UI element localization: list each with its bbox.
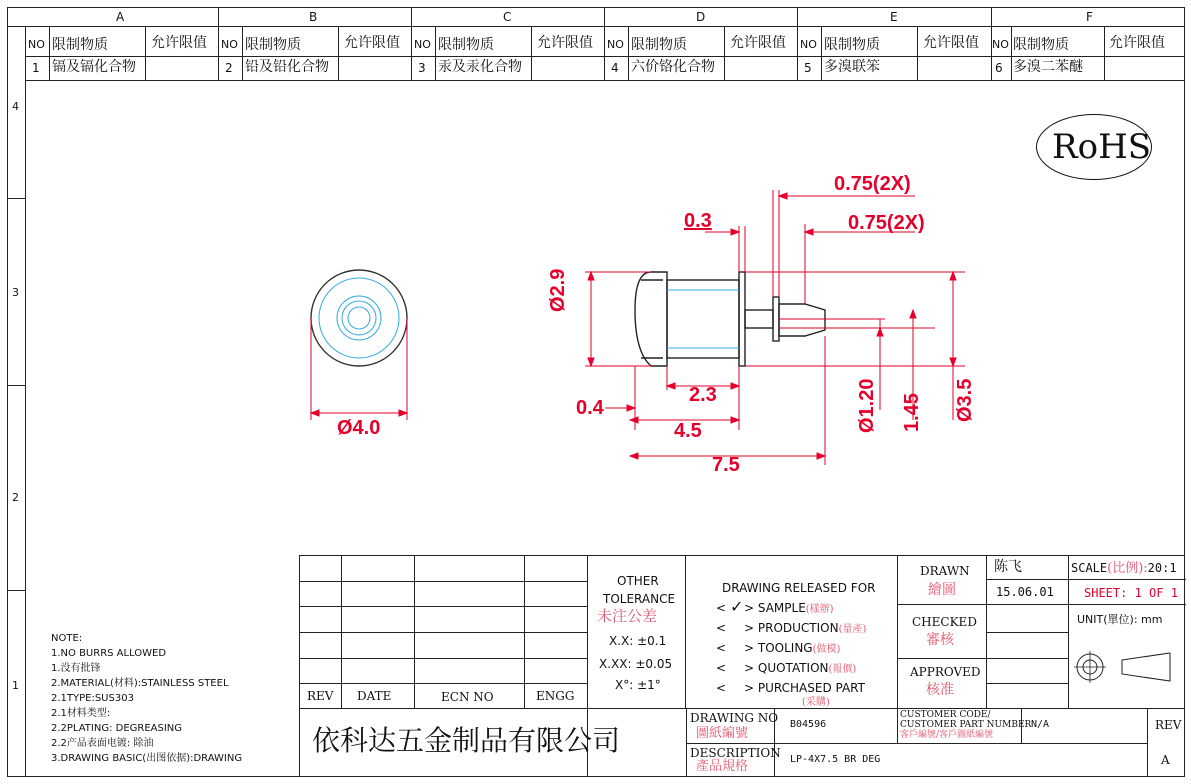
item-substance: 汞及汞化合物 <box>438 59 522 75</box>
dim-total-length: 7.5 <box>712 454 740 476</box>
front-view-outline <box>311 270 407 366</box>
drawing-no-label: DRAWING NO <box>690 711 779 725</box>
substance-group-4 <box>604 26 797 80</box>
release-option-tooling[interactable]: < > TOOLING(做模) <box>716 641 841 655</box>
release-title: DRAWING RELEASED FOR <box>722 581 876 595</box>
customer-label-cn: 客戶編號/客戶圖紙編號 <box>900 730 994 740</box>
rev-header: REV <box>307 689 334 703</box>
checked-label-cn: 審核 <box>926 632 954 648</box>
approved-label: APPROVED <box>910 665 981 679</box>
dim-flange-width: 0.3 <box>684 210 712 232</box>
substance-group-6 <box>991 26 1185 80</box>
third-angle-projection-icon <box>1072 647 1184 687</box>
note-line: 2.2PLATING: DEGREASING <box>51 723 183 734</box>
description-label-cn: 產品規格 <box>696 759 749 774</box>
zone-col-f: F <box>1086 10 1093 24</box>
note-line: 2.MATERIAL(材料):STAINLESS STEEL <box>51 678 229 689</box>
zone-row-4: 4 <box>12 100 19 113</box>
release-option-production[interactable]: < > PRODUCTION(量產) <box>716 621 867 635</box>
header-substance: 限制物质 <box>1013 37 1069 53</box>
zone-col-a: A <box>116 10 125 24</box>
dim-front-diameter: Ø4.0 <box>337 417 381 439</box>
header-substance: 限制物质 <box>245 37 301 53</box>
rev-label: REV <box>1155 718 1182 732</box>
header-no: NO <box>414 38 431 51</box>
note-line: 2.1TYPE:SUS303 <box>51 693 134 704</box>
engg-header: ENGG <box>536 689 575 703</box>
dim-shank-length: 2.3 <box>689 384 717 406</box>
note-line: NOTE: <box>51 633 83 644</box>
scale-label: SCALE(比例):20:1 <box>1071 561 1177 576</box>
header-limit: 允许限值 <box>923 35 979 51</box>
front-dim-lines <box>311 318 407 420</box>
company-name: 依科达五金制品有限公司 <box>312 724 621 757</box>
item-substance: 铅及铅化合物 <box>245 59 329 75</box>
drawn-date: 15.06.01 <box>996 585 1054 599</box>
substance-group-5 <box>797 26 991 80</box>
substance-group-2 <box>218 26 411 80</box>
tolerance-xxx: X.XX: ±0.05 <box>599 657 673 671</box>
notes <box>51 631 242 766</box>
sheet-label: SHEET: 1 OF 1 <box>1084 586 1178 600</box>
header-limit: 允许限值 <box>537 35 593 51</box>
description-value: LP-4X7.5 BR DEG <box>790 754 881 765</box>
tolerance-deg: X°: ±1° <box>615 678 661 692</box>
item-no: 1 <box>32 61 40 75</box>
drawn-by: 陈飞 <box>994 559 1022 575</box>
release-block: DRAWING RELEASED FOR < ✓> SAMPLE(樣辦) < > PRODUCTION(量產) < > TOOLING(做模) < > QUOTATION(報價) < > PURCHASED PART (采購) <box>716 581 876 708</box>
dim-step-width-2: 0.75(2X) <box>848 212 925 234</box>
tolerance-title-cn: 未注公差 <box>597 607 658 625</box>
zone-row-1: 1 <box>12 679 19 692</box>
revision-table <box>299 555 587 708</box>
pin-hidden-lines <box>667 290 739 348</box>
drawn-label-cn: 繪圖 <box>928 582 956 598</box>
dim-head-diameter: Ø2.9 <box>547 268 569 312</box>
approved-label-cn: 核准 <box>926 682 954 698</box>
zone-col-b: B <box>309 10 318 24</box>
zone-row-3: 3 <box>12 286 19 299</box>
header-substance: 限制物质 <box>824 37 880 53</box>
note-line: 2.1材料类型: <box>51 708 111 719</box>
header-substance: 限制物质 <box>631 37 687 53</box>
release-option-sample[interactable]: < ✓> SAMPLE(樣辦) <box>716 597 834 616</box>
header-limit: 允许限值 <box>730 35 786 51</box>
substance-group-3 <box>411 26 604 80</box>
ecn-header: ECN NO <box>441 690 494 704</box>
zone-row-2: 2 <box>12 491 19 504</box>
drawing-no-value: B04596 <box>790 719 827 730</box>
rohs-label: RoHS <box>1052 127 1152 167</box>
header-no: NO <box>607 38 624 51</box>
release-option-purchased[interactable]: < > PURCHASED PART <box>716 681 865 695</box>
header-substance: 限制物质 <box>438 37 494 53</box>
customer-value: N/A <box>1031 719 1050 730</box>
header-no: NO <box>28 38 45 51</box>
header-no: NO <box>992 38 1009 51</box>
item-no: 5 <box>804 61 812 75</box>
header-substance: 限制物质 <box>52 37 108 53</box>
note-line: 1.NO BURRS ALLOWED <box>51 648 167 659</box>
customer-label-1: CUSTOMER CODE/ <box>900 710 991 720</box>
zone-col-e: E <box>890 10 898 24</box>
note-line: 3.DRAWING BASIC(出图依据):DRAWING <box>51 753 243 764</box>
side-view <box>555 180 995 480</box>
dim-groove-diameter: Ø1.20 <box>856 378 878 433</box>
zone-col-d: D <box>696 10 706 24</box>
rev-value: A <box>1161 753 1170 767</box>
drawing-no-label-cn: 圖紙編號 <box>696 726 749 741</box>
tolerance-title-2: TOLERANCE <box>603 592 676 606</box>
item-no: 3 <box>418 61 426 75</box>
dim-step-width-1: 0.75(2X) <box>834 173 911 195</box>
item-no: 2 <box>225 61 233 75</box>
checked-label: CHECKED <box>912 615 977 629</box>
note-line: 1.没有批锋 <box>51 663 101 674</box>
date-header: DATE <box>357 689 392 703</box>
header-limit: 允许限值 <box>1109 35 1165 51</box>
drawn-label: DRAWN <box>920 564 970 578</box>
release-option-quotation[interactable]: < > QUOTATION(報價) <box>716 661 857 675</box>
item-substance: 多溴联笨 <box>824 59 880 75</box>
approvals-block <box>897 555 1185 708</box>
zone-col-c: C <box>503 10 512 24</box>
substance-group-1 <box>25 26 218 80</box>
customer-label-2: CUSTOMER PART NUMBER <box>900 720 1032 730</box>
item-substance: 镉及镉化合物 <box>52 59 136 75</box>
checkmark-icon: ✓ <box>730 597 744 616</box>
tolerance-block <box>587 555 686 708</box>
tolerance-title-1: OTHER <box>617 574 659 588</box>
unit-label: UNIT(單位): mm <box>1077 613 1163 626</box>
dim-flange-diameter: Ø3.5 <box>954 378 976 422</box>
item-substance: 六价铬化合物 <box>631 59 715 75</box>
tolerance-xx: X.X: ±0.1 <box>609 634 667 648</box>
note-line: 2.2产品表面电镀: 除油 <box>51 738 154 749</box>
dim-tip-diameter: 1.45 <box>901 393 923 432</box>
item-no: 6 <box>995 61 1003 75</box>
dim-length-to-flange: 4.5 <box>674 420 702 442</box>
dim-head-length: 0.4 <box>576 397 604 419</box>
header-no: NO <box>221 38 238 51</box>
header-limit: 允许限值 <box>344 35 400 51</box>
item-no: 4 <box>611 61 619 75</box>
description-label: DESCRIPTION <box>690 746 781 760</box>
header-limit: 允许限值 <box>151 35 207 51</box>
header-no: NO <box>800 38 817 51</box>
item-substance: 多溴二苯醚 <box>1013 59 1083 75</box>
